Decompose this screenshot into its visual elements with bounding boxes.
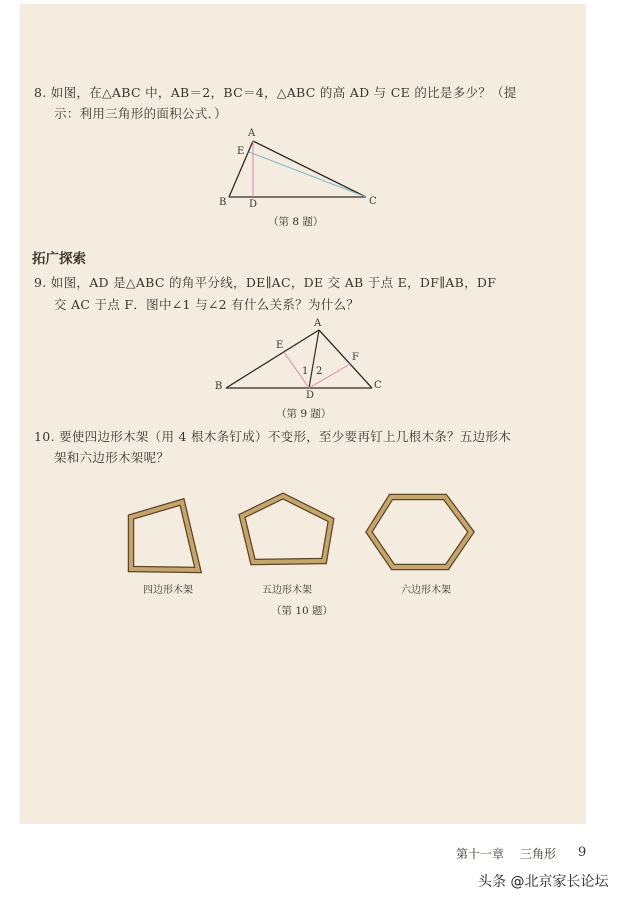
q9-angle-2: 2 — [316, 366, 323, 377]
q8-text-line1: 8. 如图，在△ABC 中，AB＝2，BC＝4，△ABC 的高 AD 与 CE 的比是多少？（提 — [34, 85, 517, 100]
section-heading: 拓广探索 — [32, 251, 86, 267]
q9-point-C: C — [374, 380, 382, 391]
q8-point-D: D — [249, 199, 258, 210]
watermark: 头条 @北京家长论坛 — [478, 874, 609, 890]
q8-text-line2: 示：利用三角形的面积公式．） — [54, 106, 227, 121]
q9-text-line2: 交 AC 于点 F．图中∠1 与∠2 有什么关系？为什么？ — [54, 297, 360, 312]
q8-point-A: A — [248, 128, 256, 139]
q8-caption: （第 8 题） — [268, 216, 324, 228]
q9-angle-1: 1 — [302, 366, 309, 377]
q9-point-A: A — [314, 318, 322, 329]
q9-point-F: F — [352, 352, 359, 363]
q10-label-quadrilateral: 四边形木架 — [143, 585, 193, 596]
footer-chapter: 第十一章 — [456, 847, 505, 861]
footer-title: 三角形 — [520, 847, 557, 861]
q8-point-B: B — [219, 197, 227, 208]
q9-point-D: D — [306, 390, 315, 401]
q8-point-C: C — [369, 196, 377, 207]
quadrilateral-frame — [131, 502, 198, 570]
q9-point-E: E — [276, 340, 284, 351]
q9-point-B: B — [215, 381, 223, 392]
q10-text-line1: 10. 要使四边形木架（用 4 根木条钉成）不变形，至少要再钉上几根木条？五边形木 — [34, 429, 512, 444]
q10-label-hexagon: 六边形木架 — [401, 585, 451, 596]
pentagon-frame — [242, 496, 331, 562]
q10-label-pentagon: 五边形木架 — [262, 585, 312, 596]
q8-point-E: E — [237, 146, 245, 157]
hexagon-frame — [369, 497, 471, 567]
q9-caption: （第 9 题） — [276, 408, 332, 420]
footer-page-number: 9 — [578, 845, 587, 860]
q10-caption: （第 10 题） — [271, 605, 334, 617]
q10-text-line2: 架和六边形木架呢？ — [54, 450, 170, 465]
q9-text-line1: 9. 如图，AD 是△ABC 的角平分线，DE∥AC，DE 交 AB 于点 E，DF∥AB，DF — [34, 275, 497, 290]
